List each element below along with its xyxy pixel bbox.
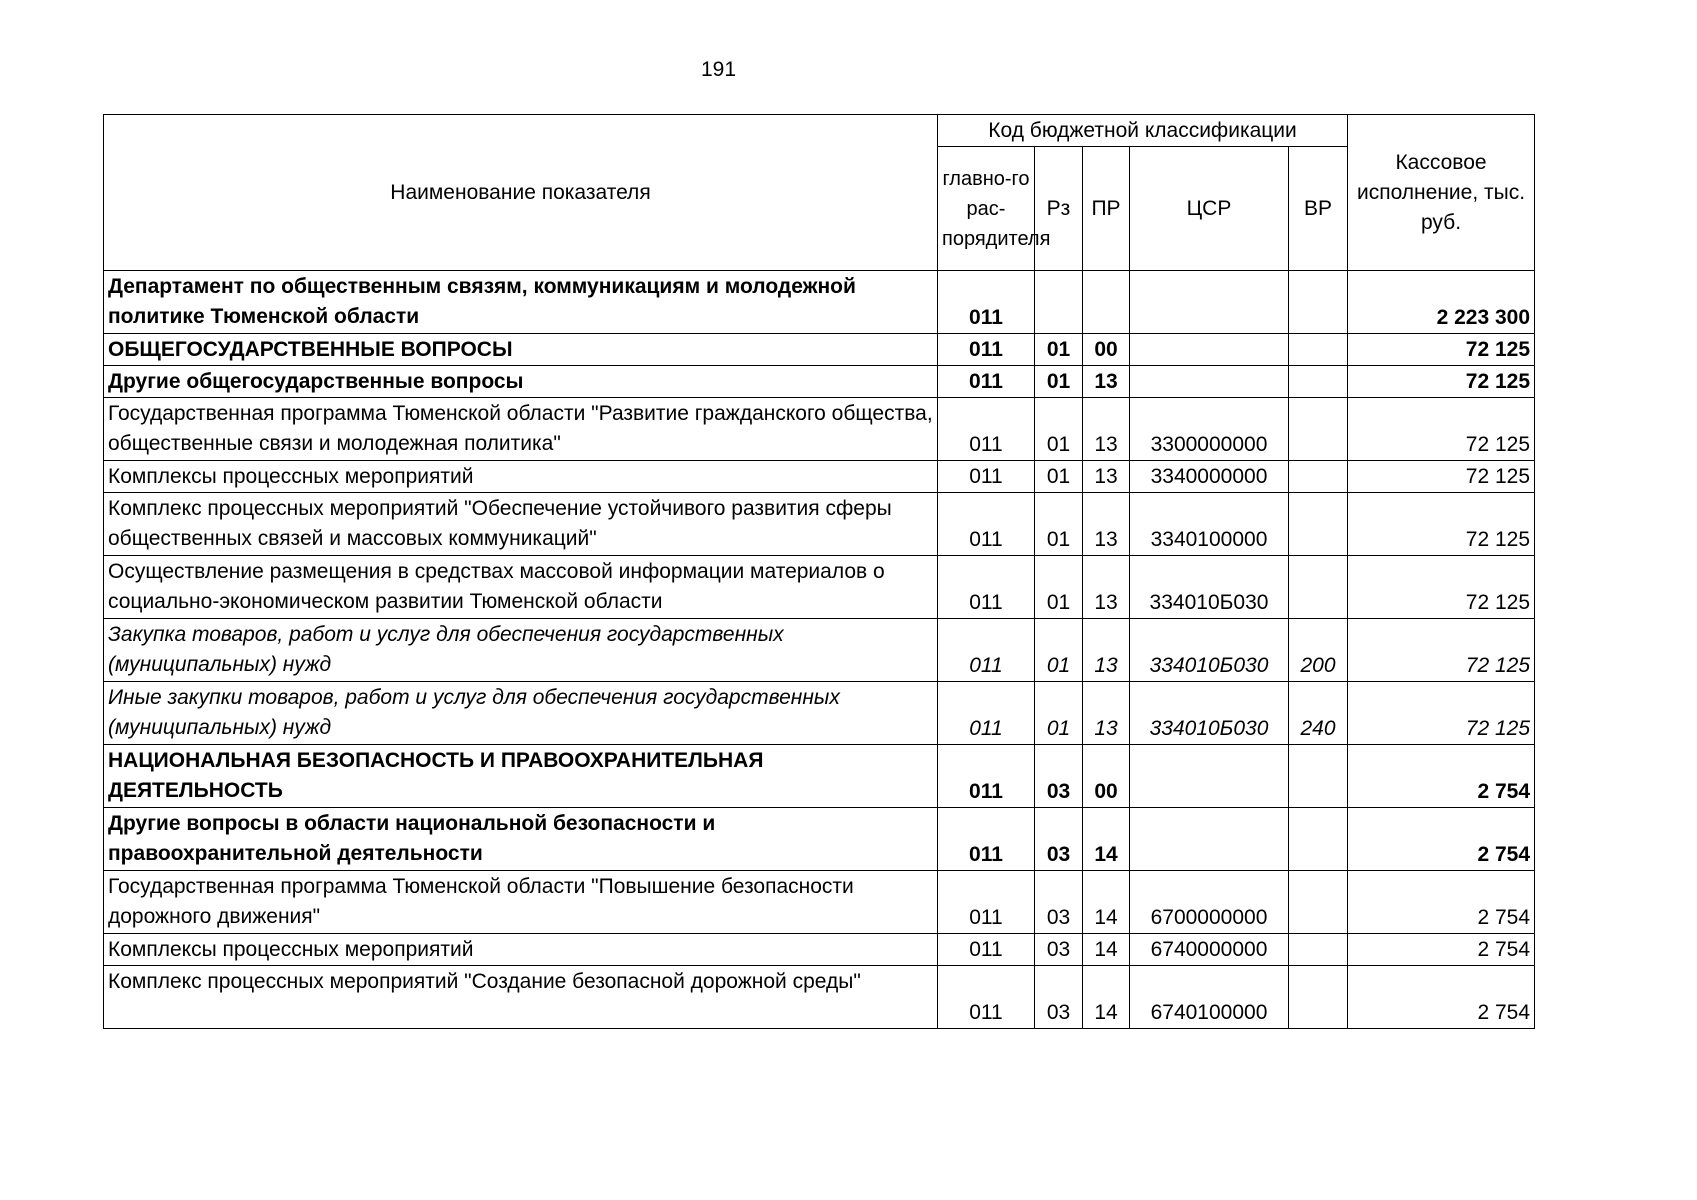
row-csr: [1130, 808, 1289, 871]
header-glav: главно-го рас-порядителя: [938, 147, 1035, 271]
row-glav: 011: [938, 271, 1035, 334]
row-csr: 3340100000: [1130, 493, 1289, 556]
row-vr: [1289, 871, 1348, 934]
header-csr: ЦСР: [1130, 147, 1289, 271]
row-pr: 14: [1083, 808, 1130, 871]
row-csr: 3340000000: [1130, 461, 1289, 493]
header-kassa: Кассовое исполнение, тыс. руб.: [1348, 115, 1535, 271]
row-rz: 01: [1035, 619, 1083, 682]
row-glav: 011: [938, 682, 1035, 745]
header-vr: ВР: [1289, 147, 1348, 271]
row-rz: 03: [1035, 808, 1083, 871]
row-amount: 72 125: [1348, 334, 1535, 366]
row-vr: [1289, 398, 1348, 461]
row-csr: [1130, 366, 1289, 398]
row-amount: 72 125: [1348, 398, 1535, 461]
table-row: [104, 461, 1535, 493]
row-vr: [1289, 934, 1348, 966]
row-glav: 011: [938, 871, 1035, 934]
row-glav: 011: [938, 619, 1035, 682]
row-amount: 2 754: [1348, 934, 1535, 966]
row-name: Закупка товаров, работ и услуг для обеспечения государственных (муниципальных) нужд: [104, 619, 938, 682]
row-rz: 01: [1035, 398, 1083, 461]
table-row: [104, 808, 1535, 871]
row-csr: 334010Б030: [1130, 682, 1289, 745]
table-row: [104, 966, 1535, 1029]
table-row: [104, 366, 1535, 398]
row-csr: [1130, 745, 1289, 808]
row-name: Комплексы процессных мероприятий: [104, 934, 938, 966]
row-amount: 72 125: [1348, 619, 1535, 682]
budget-table: [103, 114, 1535, 1029]
header-pr: ПР: [1083, 147, 1130, 271]
row-csr: 6700000000: [1130, 871, 1289, 934]
row-pr: 13: [1083, 682, 1130, 745]
table-row: [104, 745, 1535, 808]
row-name: Осуществление размещения в средствах массовой информации материалов о социально-экономическом развитии Тюменской области: [104, 556, 938, 619]
row-vr: [1289, 461, 1348, 493]
row-vr: [1289, 966, 1348, 1029]
table-row: [104, 334, 1535, 366]
row-name: НАЦИОНАЛЬНАЯ БЕЗОПАСНОСТЬ И ПРАВООХРАНИТЕЛЬНАЯ ДЕЯТЕЛЬНОСТЬ: [104, 745, 938, 808]
row-vr: [1289, 334, 1348, 366]
row-rz: 01: [1035, 682, 1083, 745]
row-name: Департамент по общественным связям, коммуникациям и молодежной политике Тюменской области: [104, 271, 938, 334]
row-pr: 14: [1083, 966, 1130, 1029]
row-rz: 01: [1035, 334, 1083, 366]
row-pr: 13: [1083, 619, 1130, 682]
row-pr: 13: [1083, 398, 1130, 461]
row-name: Комплексы процессных мероприятий: [104, 461, 938, 493]
row-name: Комплекс процессных мероприятий "Обеспечение устойчивого развития сферы общественных связей и массовых коммуникаций": [104, 493, 938, 556]
row-name: ОБЩЕГОСУДАРСТВЕННЫЕ ВОПРОСЫ: [104, 334, 938, 366]
row-pr: 13: [1083, 493, 1130, 556]
row-vr: 200: [1289, 619, 1348, 682]
table-row: [104, 619, 1535, 682]
table-row: [104, 871, 1535, 934]
row-glav: 011: [938, 366, 1035, 398]
table-row: [104, 398, 1535, 461]
row-amount: 72 125: [1348, 366, 1535, 398]
row-name: Комплекс процессных мероприятий "Создание безопасной дорожной среды": [104, 966, 938, 1029]
row-pr: [1083, 271, 1130, 334]
row-csr: 334010Б030: [1130, 556, 1289, 619]
row-amount: 2 754: [1348, 966, 1535, 1029]
row-vr: [1289, 493, 1348, 556]
row-glav: 011: [938, 398, 1035, 461]
row-rz: 03: [1035, 934, 1083, 966]
row-amount: 72 125: [1348, 556, 1535, 619]
row-rz: 03: [1035, 745, 1083, 808]
table-row: [104, 556, 1535, 619]
row-pr: 13: [1083, 461, 1130, 493]
row-vr: [1289, 271, 1348, 334]
row-pr: 13: [1083, 366, 1130, 398]
table-row: [104, 934, 1535, 966]
row-pr: 00: [1083, 334, 1130, 366]
row-rz: 01: [1035, 366, 1083, 398]
row-glav: 011: [938, 493, 1035, 556]
row-vr: [1289, 366, 1348, 398]
row-csr: [1130, 271, 1289, 334]
row-vr: [1289, 808, 1348, 871]
row-rz: [1035, 271, 1083, 334]
row-rz: 01: [1035, 461, 1083, 493]
row-rz: 01: [1035, 493, 1083, 556]
row-amount: 72 125: [1348, 461, 1535, 493]
row-csr: 334010Б030: [1130, 619, 1289, 682]
row-rz: 03: [1035, 871, 1083, 934]
row-glav: 011: [938, 808, 1035, 871]
row-glav: 011: [938, 966, 1035, 1029]
row-amount: 2 754: [1348, 808, 1535, 871]
row-csr: 3300000000: [1130, 398, 1289, 461]
row-amount: 2 754: [1348, 745, 1535, 808]
row-pr: 00: [1083, 745, 1130, 808]
row-glav: 011: [938, 334, 1035, 366]
row-name: Иные закупки товаров, работ и услуг для обеспечения государственных (муниципальных) нужд: [104, 682, 938, 745]
row-amount: 72 125: [1348, 682, 1535, 745]
row-csr: 6740000000: [1130, 934, 1289, 966]
row-pr: 14: [1083, 934, 1130, 966]
row-pr: 13: [1083, 556, 1130, 619]
row-rz: 01: [1035, 556, 1083, 619]
row-csr: [1130, 334, 1289, 366]
header-name: Наименование показателя: [104, 115, 938, 271]
table-row: [104, 493, 1535, 556]
row-name: Другие общегосударственные вопросы: [104, 366, 938, 398]
row-csr: 6740100000: [1130, 966, 1289, 1029]
row-glav: 011: [938, 556, 1035, 619]
row-pr: 14: [1083, 871, 1130, 934]
row-amount: 2 223 300: [1348, 271, 1535, 334]
row-glav: 011: [938, 461, 1035, 493]
row-amount: 2 754: [1348, 871, 1535, 934]
page-number: 191: [700, 58, 737, 81]
row-vr: [1289, 556, 1348, 619]
row-rz: 03: [1035, 966, 1083, 1029]
table-row: [104, 682, 1535, 745]
row-glav: 011: [938, 745, 1035, 808]
row-vr: 240: [1289, 682, 1348, 745]
row-glav: 011: [938, 934, 1035, 966]
row-vr: [1289, 745, 1348, 808]
header-code-group: Код бюджетной классификации: [938, 115, 1348, 147]
header-rz: Рз: [1035, 147, 1083, 271]
row-amount: 72 125: [1348, 493, 1535, 556]
row-name: Государственная программа Тюменской области "Развитие гражданского общества, общественные связи и молодежная политика": [104, 398, 938, 461]
table-row: [104, 271, 1535, 334]
row-name: Другие вопросы в области национальной безопасности и правоохранительной деятельности: [104, 808, 938, 871]
row-name: Государственная программа Тюменской области "Повышение безопасности дорожного движения": [104, 871, 938, 934]
